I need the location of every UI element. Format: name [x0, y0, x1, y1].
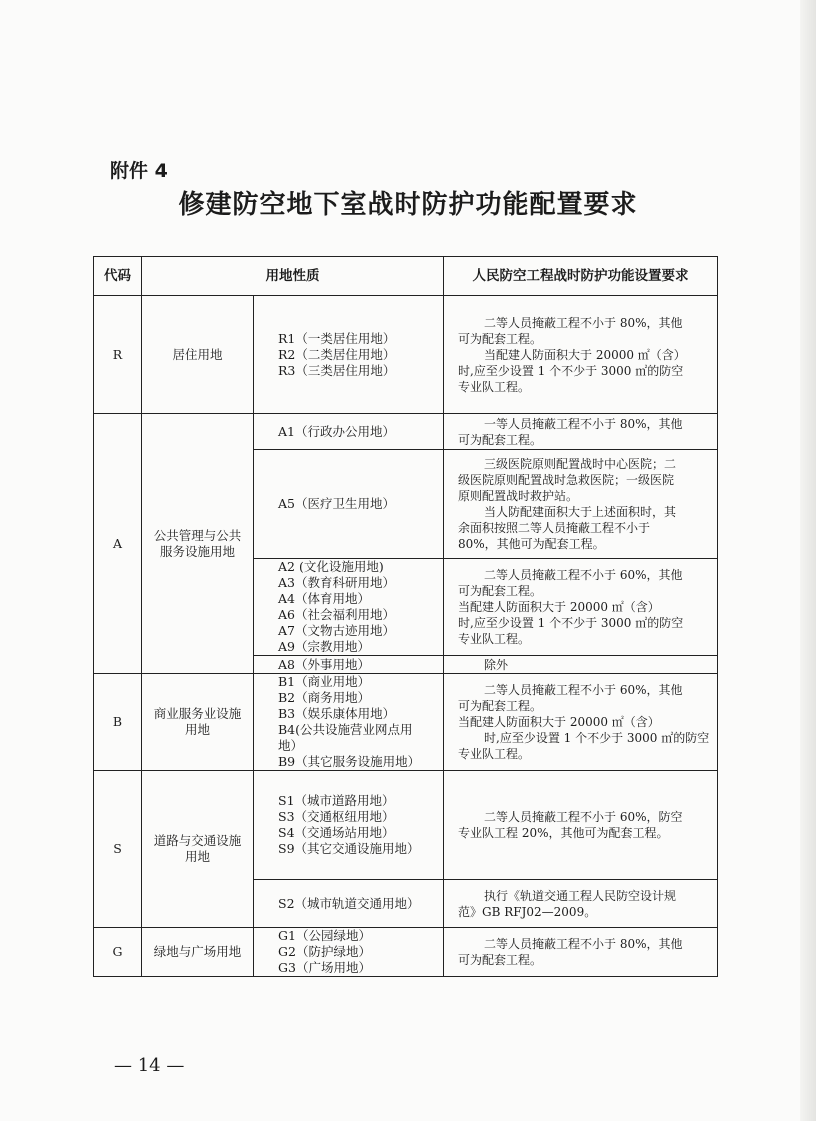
- cell-line: R1（一类居住用地）: [278, 330, 396, 346]
- cell-line: 除外: [484, 657, 509, 672]
- cell-line: R3（三类居住用地）: [278, 362, 396, 378]
- cell-line: B4(公共设施营业网点用: [278, 722, 413, 737]
- attachment-label: 附件 4: [110, 160, 168, 182]
- table-row: [94, 928, 718, 977]
- cell-line: S3（交通枢纽用地）: [278, 809, 395, 824]
- cell-line: A2 (文化设施用地): [278, 559, 384, 574]
- cell-line: 一等人员掩蔽工程不小于 80%，其他: [484, 416, 683, 431]
- cell-line: 可为配套工程。: [458, 699, 543, 713]
- table-row: [94, 674, 718, 771]
- cell-line: S4（交通场站用地）: [278, 825, 395, 840]
- requirement-cell: [444, 296, 718, 414]
- cell-line: 可为配套工程。: [458, 584, 543, 598]
- cell-line: 原则配置战时救护站。: [458, 489, 579, 503]
- requirement-cell: [444, 450, 718, 559]
- cell-line: G3（广场用地）: [278, 960, 371, 975]
- cell-line: 级医院原则配置战时急救医院；一级医院: [458, 473, 675, 487]
- nature-cell: 道路与交通设施用地: [142, 771, 254, 928]
- cell-line: 时,应至少设置 1 个不少于 3000 ㎡的防空: [458, 616, 684, 630]
- page-edge-shadow: [800, 0, 816, 1121]
- cell-line: 当配建人防面积大于 20000 ㎡（含）: [484, 347, 686, 362]
- table-row: [94, 771, 718, 880]
- subcategory-cell: [254, 880, 444, 928]
- subcategory-cell: [254, 771, 444, 880]
- cell-line: 二等人员掩蔽工程不小于 80%，其他: [484, 937, 683, 951]
- cell-line: 可为配套工程。: [458, 953, 543, 967]
- cell-line: 二等人员掩蔽工程不小于 80%，其他: [484, 315, 683, 330]
- cell-line: 当人防配建面积大于上述面积时，其: [484, 505, 677, 519]
- header-nature: 用地性质: [142, 257, 444, 296]
- table-row: [94, 414, 718, 450]
- cell-line: A7（文物古迹用地）: [278, 623, 395, 638]
- cell-line: A4（体育用地）: [278, 591, 370, 606]
- subcategory-cell: [254, 559, 444, 656]
- requirement-cell: [444, 880, 718, 928]
- cell-line: B3（娱乐康体用地）: [278, 706, 396, 721]
- requirement-cell: [444, 928, 718, 977]
- cell-line: A6（社会福利用地）: [278, 607, 395, 622]
- subcategory-cell: [254, 928, 444, 977]
- cell-line: 80%，其他可为配套工程。: [458, 537, 605, 551]
- cell-line: 时,应至少设置 1 个不少于 3000 ㎡的防空: [484, 731, 710, 745]
- requirement-cell: [444, 674, 718, 771]
- requirement-cell: [444, 414, 718, 450]
- cell-line: 可为配套工程。: [458, 331, 543, 346]
- code-cell: G: [94, 928, 142, 977]
- cell-line: 余面积按照二等人员掩蔽工程不小于: [458, 521, 651, 535]
- requirement-cell: [444, 771, 718, 880]
- table-body: [94, 296, 718, 977]
- requirements-table: [93, 256, 718, 977]
- table-header-row: [94, 257, 718, 296]
- cell-line: A3（教育科研用地）: [278, 575, 395, 590]
- cell-line: 执行《轨道交通工程人民防空设计规: [484, 888, 677, 903]
- cell-line: 三级医院原则配置战时中心医院；二: [484, 457, 677, 471]
- cell-line: 地）: [278, 738, 304, 753]
- cell-line: S2（城市轨道交通用地）: [278, 895, 420, 911]
- subcategory-cell: [254, 674, 444, 771]
- subcategory-cell: [254, 296, 444, 414]
- cell-line: 时,应至少设置 1 个不少于 3000 ㎡的防空: [458, 363, 684, 378]
- cell-line: B1（商业用地）: [278, 674, 371, 689]
- cell-line: 当配建人防面积大于 20000 ㎡（含）: [458, 600, 660, 614]
- page-number: — 14 —: [114, 1055, 185, 1076]
- nature-cell: 居住用地: [142, 296, 254, 414]
- requirement-cell: [444, 656, 718, 674]
- nature-cell: 公共管理与公共服务设施用地: [142, 414, 254, 674]
- cell-line: S1（城市道路用地）: [278, 793, 395, 808]
- cell-line: B9（其它服务设施用地）: [278, 754, 421, 769]
- header-code: 代码: [94, 257, 142, 296]
- code-cell: R: [94, 296, 142, 414]
- cell-line: S9（其它交通设施用地）: [278, 841, 420, 856]
- cell-line: A9（宗教用地）: [278, 639, 370, 654]
- cell-line: A5（医疗卫生用地）: [278, 496, 395, 511]
- table-row: [94, 296, 718, 414]
- nature-cell: 绿地与广场用地: [142, 928, 254, 977]
- requirement-cell: [444, 559, 718, 656]
- nature-cell: 商业服务业设施用地: [142, 674, 254, 771]
- cell-line: R2（二类居住用地）: [278, 346, 396, 362]
- cell-line: A8（外事用地）: [278, 656, 370, 672]
- cell-line: 二等人员掩蔽工程不小于 60%，其他: [484, 568, 683, 582]
- cell-line: 可为配套工程。: [458, 432, 543, 447]
- code-cell: A: [94, 414, 142, 674]
- page-title: 修建防空地下室战时防护功能配置要求: [178, 190, 638, 220]
- cell-line: G2（防护绿地）: [278, 944, 371, 959]
- cell-line: 专业队工程。: [458, 632, 531, 646]
- subcategory-cell: [254, 414, 444, 450]
- cell-line: 当配建人防面积大于 20000 ㎡（含）: [458, 715, 660, 729]
- subcategory-cell: [254, 656, 444, 674]
- cell-line: 二等人员掩蔽工程不小于 60%，防空: [484, 810, 683, 824]
- header-requirement: 人民防空工程战时防护功能设置要求: [444, 257, 718, 296]
- cell-line: 专业队工程。: [458, 379, 531, 394]
- cell-line: 专业队工程 20%，其他可为配套工程。: [458, 826, 669, 840]
- cell-line: 专业队工程。: [458, 747, 531, 761]
- cell-line: G1（公园绿地）: [278, 928, 371, 943]
- cell-line: B2（商务用地）: [278, 690, 371, 705]
- cell-line: 范》GB RFJ02—2009。: [458, 904, 597, 919]
- cell-line: A1（行政办公用地）: [278, 423, 395, 439]
- code-cell: B: [94, 674, 142, 771]
- cell-line: 二等人员掩蔽工程不小于 60%，其他: [484, 683, 683, 697]
- code-cell: S: [94, 771, 142, 928]
- subcategory-cell: [254, 450, 444, 559]
